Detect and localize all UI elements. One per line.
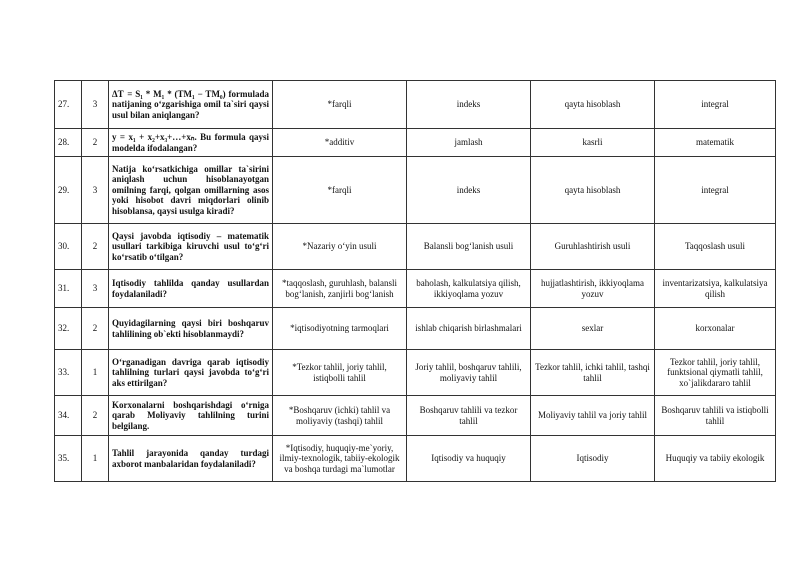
row-number: 33. [55, 350, 82, 396]
question-text: Korxonalarni boshqarishdagi o‘rniga qarab Moliyaviy tahlilning turini belgilang. [109, 396, 273, 436]
answer-option-correct: *iqtisodiyotning tarmoqlari [273, 308, 407, 350]
question-text: ΔT = S₁ * M₁ * (TM₁ − TM₀) formulada natijaning o‘zgarishiga omil ta`siri qaysi usul bilan aniqlangan? [109, 81, 273, 129]
difficulty-level: 3 [82, 81, 109, 129]
difficulty-level: 3 [82, 270, 109, 308]
row-number: 27. [55, 81, 82, 129]
answer-option: Taqqoslash usuli [655, 224, 776, 270]
difficulty-level: 2 [82, 396, 109, 436]
answer-option-correct: *Iqtisodiy, huquqiy-me`yoriy, ilmiy-texnologik, tabiiy-ekologik va boshqa turdagi ma`lumotlar [273, 436, 407, 482]
answer-option: Boshqaruv tahlili va istiqbolli tahlil [655, 396, 776, 436]
row-number: 29. [55, 157, 82, 224]
row-number: 31. [55, 270, 82, 308]
questions-table-body [55, 81, 776, 482]
answer-option: jamlash [407, 129, 531, 157]
table-row [55, 436, 776, 482]
answer-option-correct: *taqqoslash, guruhlash, balansli bog‘lanish, zanjirli bog‘lanish [273, 270, 407, 308]
table-row [55, 157, 776, 224]
answer-option: Iqtisodiy va huquqiy [407, 436, 531, 482]
row-number: 35. [55, 436, 82, 482]
answer-option: Iqtisodiy [531, 436, 655, 482]
row-number: 34. [55, 396, 82, 436]
answer-option: Guruhlashtirish usuli [531, 224, 655, 270]
answer-option: korxonalar [655, 308, 776, 350]
answer-option: qayta hisoblash [531, 81, 655, 129]
answer-option: hujjatlashtirish, ikkiyoqlama yozuv [531, 270, 655, 308]
difficulty-level: 3 [82, 157, 109, 224]
answer-option: integral [655, 157, 776, 224]
difficulty-level: 1 [82, 436, 109, 482]
answer-option: indeks [407, 157, 531, 224]
answer-option: kasrli [531, 129, 655, 157]
answer-option-correct: *Boshqaruv (ichki) tahlil va moliyaviy (tashqi) tahlil [273, 396, 407, 436]
answer-option: Huquqiy va tabiiy ekologik [655, 436, 776, 482]
difficulty-level: 1 [82, 350, 109, 396]
row-number: 28. [55, 129, 82, 157]
answer-option: matematik [655, 129, 776, 157]
answer-option: inventarizatsiya, kalkulatsiya qilish [655, 270, 776, 308]
answer-option: qayta hisoblash [531, 157, 655, 224]
difficulty-level: 2 [82, 129, 109, 157]
table-row [55, 270, 776, 308]
answer-option-correct: *Nazariy o‘yin usuli [273, 224, 407, 270]
question-text: Natija ko‘rsatkichiga omillar ta`sirini aniqlash uchun hisoblanayotgan omilning farqi, qolgan omillarning asos yoki hisobot davri miqdorlari olinib hisoblansa, qaysi usulga kiradi? [109, 157, 273, 224]
question-text: Qaysi javobda iqtisodiy – matematik usullari tarkibiga kiruvchi usul to‘g‘ri ko‘rsatib o‘tilgan? [109, 224, 273, 270]
table-row [55, 81, 776, 129]
answer-option-correct: *additiv [273, 129, 407, 157]
row-number: 30. [55, 224, 82, 270]
question-text: O‘rganadigan davriga qarab iqtisodiy tahlilning turlari qaysi javobda to‘g‘ri aks ettirilgan? [109, 350, 273, 396]
question-text: Tahlil jarayonida qanday turdagi axborot manbalaridan foydalaniladi? [109, 436, 273, 482]
row-number: 32. [55, 308, 82, 350]
answer-option: Balansli bog‘lanish usuli [407, 224, 531, 270]
answer-option-correct: *farqli [273, 157, 407, 224]
table-row [55, 308, 776, 350]
difficulty-level: 2 [82, 308, 109, 350]
answer-option: ishlab chiqarish birlashmalari [407, 308, 531, 350]
answer-option: sexlar [531, 308, 655, 350]
questions-table [54, 80, 776, 482]
answer-option: indeks [407, 81, 531, 129]
answer-option: Joriy tahlil, boshqaruv tahlili, moliyaviy tahlil [407, 350, 531, 396]
answer-option-correct: *farqli [273, 81, 407, 129]
question-text: Quyidagilarning qaysi biri boshqaruv tahlilining ob`ekti hisoblanmaydi? [109, 308, 273, 350]
answer-option: Boshqaruv tahlili va tezkor tahlil [407, 396, 531, 436]
answer-option: Tezkor tahlil, ichki tahlil, tashqi tahlil [531, 350, 655, 396]
answer-option: integral [655, 81, 776, 129]
table-row [55, 224, 776, 270]
difficulty-level: 2 [82, 224, 109, 270]
table-row [55, 350, 776, 396]
table-row [55, 129, 776, 157]
table-row [55, 396, 776, 436]
answer-option: baholash, kalkulatsiya qilish, ikkiyoqlama yozuv [407, 270, 531, 308]
answer-option: Moliyaviy tahlil va joriy tahlil [531, 396, 655, 436]
answer-option-correct: *Tezkor tahlil, joriy tahlil, istiqbolli tahlil [273, 350, 407, 396]
answer-option: Tezkor tahlil, joriy tahlil, funktsional qiymatli tahlil, xo`jalikdararo tahlil [655, 350, 776, 396]
question-text: Iqtisodiy tahlilda qanday usullardan foydalaniladi? [109, 270, 273, 308]
question-text: y = x₁ + x₂+x₃+…+xₙ. Bu formula qaysi modelda ifodalangan? [109, 129, 273, 157]
